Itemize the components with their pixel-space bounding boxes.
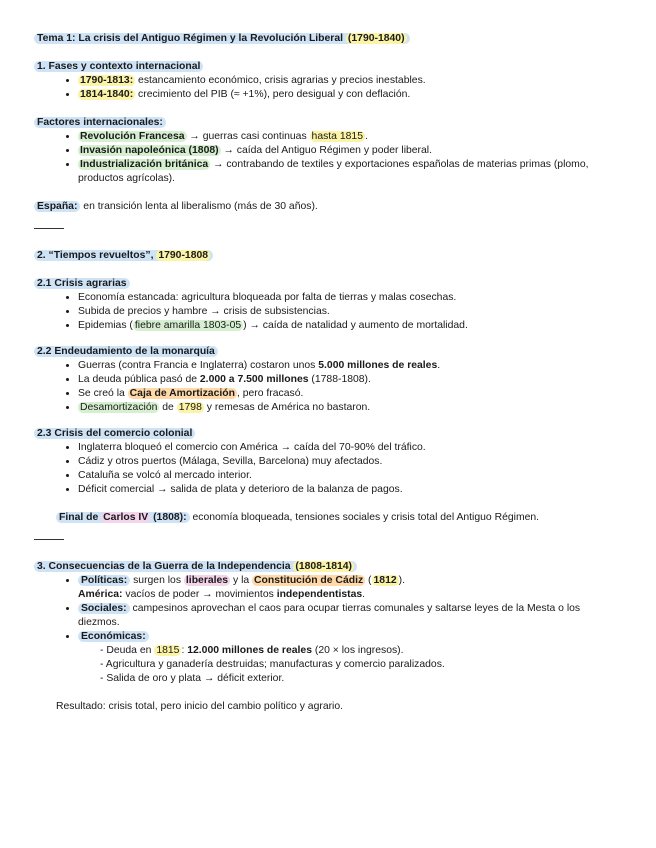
factor-1-bold: Revolución Francesa xyxy=(80,131,185,142)
section-3-heading xyxy=(34,560,622,574)
sociales-label: Sociales: xyxy=(78,603,130,614)
factor-1-end: . xyxy=(364,131,368,142)
section-3-heading-text: 3. Consecuencias de la Guerra de la Independencia xyxy=(37,561,294,572)
list-item: • Cataluña se volcó al mercado interior. xyxy=(78,469,622,483)
phase-2-years: 1814-1840: xyxy=(80,89,134,100)
phase-1-text: estancamiento económico, crisis agrarias y precios inestables. xyxy=(135,75,426,86)
independentistas: independentistas xyxy=(276,589,363,600)
list-item xyxy=(78,319,622,333)
list-item xyxy=(78,387,622,401)
section-1-heading-text: 1. Fases y contexto internacional xyxy=(34,61,203,72)
section-2-1-list xyxy=(34,291,622,333)
deuda-colon: : xyxy=(181,645,188,656)
factor-3-text: → contrabando de textiles y exportaciones españolas de materias primas (plomo, productos agrícolas). xyxy=(78,159,589,184)
document-title xyxy=(34,32,622,46)
section-2-2-heading-text: 2.2 Endeudamiento de la monarquía xyxy=(34,346,218,357)
deuda-1815-text: - Deuda en xyxy=(100,645,155,656)
fiebre-amarilla-highlight: fiebre amarilla 1803-05 xyxy=(134,320,242,331)
year-1812-highlight: 1812 xyxy=(373,575,397,586)
phase-1-years: 1790-1813: xyxy=(80,75,134,86)
deuda-1815-end: (20 × los ingresos). xyxy=(311,645,404,656)
epidemias-end: ) → caída de natalidad y aumento de mortalidad. xyxy=(243,320,468,331)
carlos-iv-highlight: Carlos IV xyxy=(103,512,149,523)
factor-2-text: → caída del Antiguo Régimen y poder liberal. xyxy=(220,145,432,156)
factor-1-text: → guerras casi continuas xyxy=(186,131,310,142)
section-3-list xyxy=(34,574,622,686)
economicas-label: Económicas: xyxy=(78,631,149,642)
espana-label: España: xyxy=(34,201,80,212)
resultado-line: Resultado: crisis total, pero inicio del cambio político y agrario. xyxy=(56,701,344,712)
paren-open: ( xyxy=(365,575,372,586)
factores-list xyxy=(34,130,622,186)
politicas-y: y la xyxy=(230,575,253,586)
desamortizacion-highlight: Desamortización xyxy=(80,402,158,413)
epidemias-text: Epidemias ( xyxy=(78,320,133,331)
section-2-3-heading xyxy=(34,427,622,441)
economicas-sublist xyxy=(78,644,622,686)
list-item xyxy=(100,644,622,658)
politicas-label: Políticas: xyxy=(78,575,130,586)
factores-heading xyxy=(34,116,622,130)
deuda-guerra-end: . xyxy=(437,360,441,371)
section-1-heading xyxy=(34,60,622,74)
final-carlos-line xyxy=(34,511,622,525)
list-item xyxy=(78,574,622,602)
list-item: • Inglaterra bloqueó el comercio con América → caída del 70-90% del tráfico. xyxy=(78,441,622,455)
paren-close: ). xyxy=(398,575,405,586)
section-1-list xyxy=(34,74,622,102)
section-2-1-heading xyxy=(34,277,622,291)
title-text xyxy=(34,33,410,44)
list-item: • Cádiz y otros puertos (Málaga, Sevilla, Barcelona) muy afectados. xyxy=(78,455,622,469)
section-2-2-list xyxy=(34,359,622,415)
deuda-publica-amount: 2.000 a 7.500 millones xyxy=(199,374,309,385)
list-item: - Salida de oro y plata → déficit exterior. xyxy=(100,673,285,684)
desamortizacion-de: de xyxy=(159,402,177,413)
deuda-publica-text: La deuda pública pasó de xyxy=(78,374,200,385)
list-item xyxy=(78,630,622,686)
deuda-guerra-amount: 5.000 millones de reales xyxy=(318,360,438,371)
section-2-3-list xyxy=(34,441,622,497)
final-label: Final de xyxy=(59,512,102,523)
factor-3-bold: Industrialización británica xyxy=(80,159,209,170)
list-item xyxy=(78,144,622,158)
final-text: economía bloqueada, tensiones sociales y crisis total del Antiguo Régimen. xyxy=(189,512,540,523)
title-prefix: Tema 1: La crisis del Antiguo Régimen y la Revolución Liberal xyxy=(37,33,346,44)
factor-1-highlight: hasta 1815 xyxy=(311,131,363,142)
desamortizacion-end: y remesas de América no bastaron. xyxy=(203,402,371,413)
america-line xyxy=(78,588,622,602)
section-2-heading-text: 2. “Tiempos revueltos”, xyxy=(37,250,157,261)
politicas-text: surgen los xyxy=(130,575,184,586)
year-1815-highlight: 1815 xyxy=(156,645,180,656)
section-2-1-heading-text: 2.1 Crisis agrarias xyxy=(34,278,130,289)
caja-end: , pero fracasó. xyxy=(236,388,304,399)
constitucion-cadiz-highlight: Constitución de Cádiz xyxy=(254,575,364,586)
factores-heading-text: Factores internacionales: xyxy=(34,117,166,128)
list-item: • Economía estancada: agricultura bloqueada por falta de tierras y malas cosechas. xyxy=(78,291,622,305)
section-2-2-heading xyxy=(34,345,622,359)
list-item xyxy=(78,401,622,415)
list-item xyxy=(78,158,622,186)
year-1798-highlight: 1798 xyxy=(178,402,202,413)
america-text: vacíos de poder → movimientos xyxy=(122,589,277,600)
section-3-years: (1808-1814) xyxy=(295,561,353,572)
caja-amortizacion-highlight: Caja de Amortización xyxy=(129,388,235,399)
section-2-heading xyxy=(34,249,622,263)
list-item xyxy=(78,74,622,88)
america-label: América: xyxy=(78,589,123,600)
list-item xyxy=(78,359,622,373)
espana-line xyxy=(34,200,622,214)
sociales-text: campesinos aprovechan el caos para ocupar tierras comunales y saltarse leyes de la Mesta o los diezmos. xyxy=(78,603,581,628)
section-2-3-heading-text: 2.3 Crisis del comercio colonial xyxy=(34,428,195,439)
list-item: - Agricultura y ganadería destruidas; manufacturas y comercio paralizados. xyxy=(100,659,445,670)
title-years: (1790-1840) xyxy=(347,33,405,44)
final-year: (1808): xyxy=(150,512,187,523)
phase-2-text: crecimiento del PIB (≈ +1%), pero desigual y con deflación. xyxy=(135,89,411,100)
america-end: . xyxy=(362,589,366,600)
caja-text: Se creó la xyxy=(78,388,128,399)
factor-2-bold: Invasión napoleónica (1808) xyxy=(80,145,219,156)
list-item xyxy=(78,373,622,387)
list-item xyxy=(78,88,622,102)
list-item: • Déficit comercial → salida de plata y deterioro de la balanza de pagos. xyxy=(78,483,622,497)
section-2-years: 1790-1808 xyxy=(158,250,209,261)
liberales-highlight: liberales xyxy=(185,575,229,586)
deuda-publica-years: (1788-1808). xyxy=(308,374,371,385)
list-item xyxy=(78,602,622,630)
deuda-1815-amount: 12.000 millones de reales xyxy=(187,645,312,656)
list-item xyxy=(78,130,622,144)
deuda-guerra-text: Guerras (contra Francia e Inglaterra) costaron unos xyxy=(78,360,319,371)
list-item: • Subida de precios y hambre → crisis de subsistencias. xyxy=(78,305,622,319)
espana-text: en transición lenta al liberalismo (más de 30 años). xyxy=(80,201,318,212)
